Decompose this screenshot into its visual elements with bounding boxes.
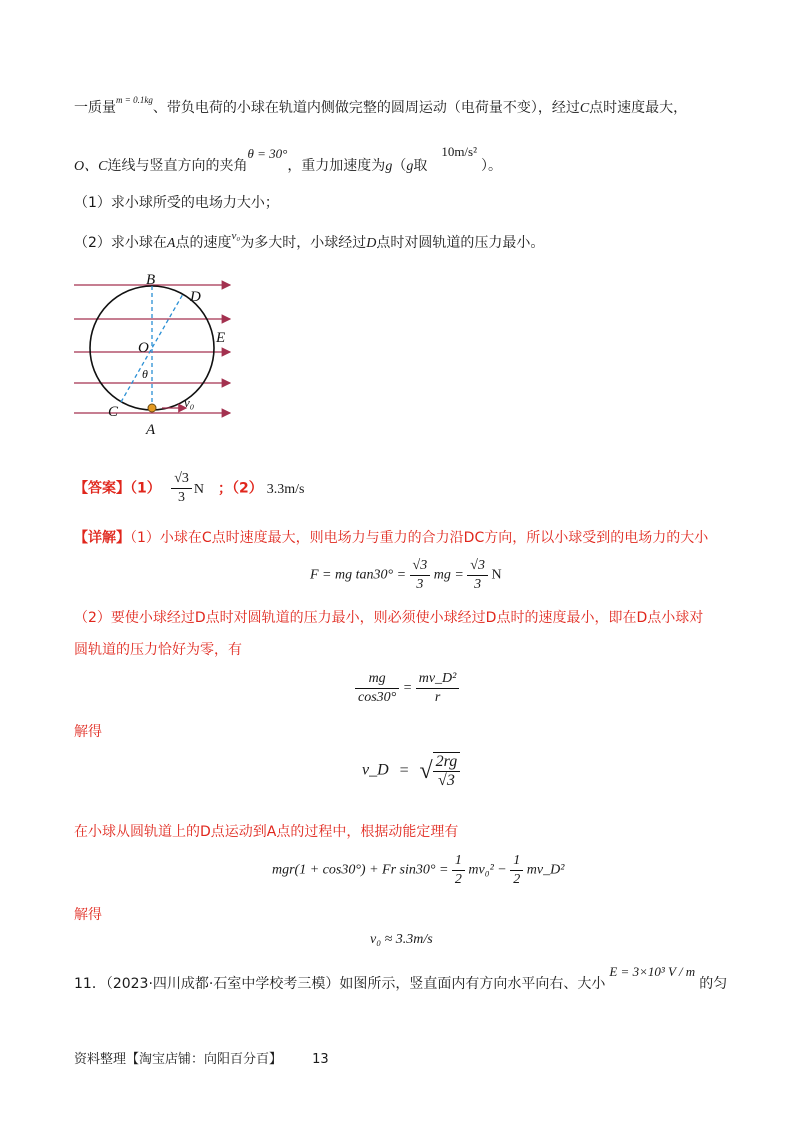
detail-line-3: 圆轨道的压力恰好为零，有 xyxy=(74,642,242,658)
question-2: （2）求小球在A点的速度$^{v_0}$为多大时，小球经过D点时对圆轨道的压力最小。 xyxy=(74,230,545,251)
field-expression: E = 3×10³ V / m xyxy=(609,964,696,979)
theta-expression: θ = 30° xyxy=(247,146,288,161)
label-d: D xyxy=(190,289,201,305)
label-o: O xyxy=(138,340,149,356)
answer-tag: 【答案】 xyxy=(74,480,130,497)
solve-label-1: 解得 xyxy=(74,724,102,740)
detail-line-4: 在小球从圆轨道上的D点运动到A点的过程中，根据动能定理有 xyxy=(74,824,459,840)
solve-label-2: 解得 xyxy=(74,907,102,923)
next-problem-line: 11．（2023·四川成都·石室中学校考三模）如图所示，竖直面内有方向水平向右、大小E = 3×10³ V / m的匀 xyxy=(74,964,728,992)
label-a: A xyxy=(146,422,156,438)
g-value: 10m/s² xyxy=(441,144,477,159)
label-c: C xyxy=(108,404,119,420)
answer-2-value: 3.3m/s xyxy=(266,481,305,497)
circle-track-figure xyxy=(70,270,240,440)
answer-line: 【答案】（1） $\frac{√3}{3}$ N ；（2） 3.3m/s xyxy=(74,471,305,505)
footer-text: 资料整理【淘宝店铺：向阳百分百】 xyxy=(74,1052,283,1067)
answer-1-fraction: $\frac{√3}{3}$ xyxy=(171,470,192,507)
label-e: E xyxy=(216,330,226,346)
detail-line-2: （2）要使小球经过D点时对圆轨道的压力最小，则必须使小球经过D点时的速度最小，即在D点小球对 xyxy=(74,610,704,626)
detail-tag: 【详解】 xyxy=(74,530,130,546)
problem-line-1: 一质量$^{m = 0.1kg}$、带负电荷的小球在轨道内侧做完整的圆周运动（电荷量不变），经过C点时速度最大， xyxy=(74,95,688,116)
ball xyxy=(148,404,156,412)
label-theta: θ xyxy=(142,367,148,381)
equation-4: mgr(1 + cos30°) + Fr sin30° = $\frac{1}{2}$ mv₀² − $\frac{1}{2}$ mv_D² xyxy=(272,853,565,887)
problem-line-2: O、C连线与竖直方向的夹角θ = 30°，重力加速度为g（g取10m/s²）。 xyxy=(74,144,502,174)
mass-expression: m = 0.1kg xyxy=(116,95,153,105)
label-v0: v₀ xyxy=(184,395,195,410)
equation-3: v_D = √ $\frac{2rg}{√3}$ xyxy=(362,752,460,790)
equation-2: $\frac{mg}{\cos 30^\circ}$ = $\frac{\text{mv\_D²}}{r}$ xyxy=(355,670,459,707)
page-footer xyxy=(74,1048,329,1067)
question-1: （1）求小球所受的电场力大小； xyxy=(74,195,279,211)
equation-5: v₀ ≈ 3.3m/s xyxy=(370,932,433,947)
equation-1: F = mg tan30° = $\frac{√3}{3}$ mg = $\frac{√3}{3}$ N xyxy=(310,558,502,592)
page-number: 13 xyxy=(312,1052,329,1067)
detail-line-1: 【详解】（1）小球在C点时速度最大，则电场力与重力的合力沿DC方向，所以小球受到的电场力的大小 xyxy=(74,530,709,546)
label-b: B xyxy=(146,272,156,288)
